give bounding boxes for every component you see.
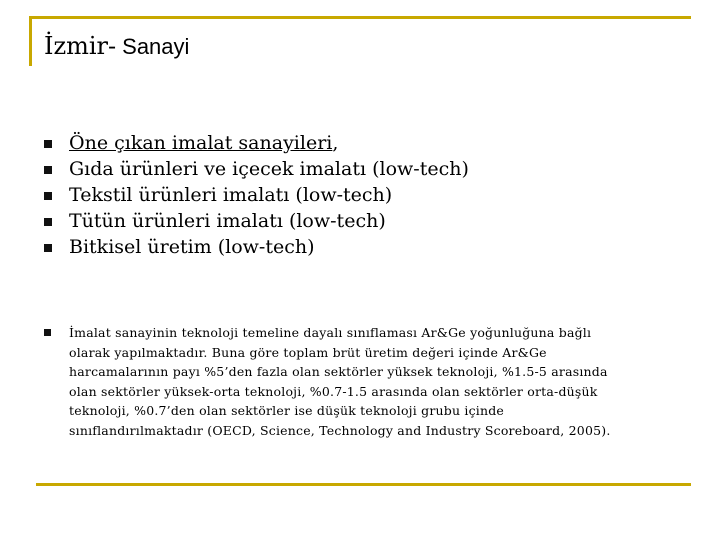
title-sub: Sanayi <box>122 34 190 59</box>
footnote-line: teknoloji, %0.7’den olan sektörler ise düşük teknoloji grubu içinde <box>69 403 505 418</box>
bullet-list <box>44 130 684 260</box>
bullet-text: Gıda ürünleri ve içecek imalatı (low-tech) <box>69 158 469 180</box>
square-bullet-icon <box>44 218 52 226</box>
square-bullet-icon <box>44 244 52 252</box>
bullet-text: Tekstil ürünleri imalatı (low-tech) <box>69 184 393 206</box>
slide-title <box>44 30 189 63</box>
bullet-text: Tütün ürünleri imalatı (low-tech) <box>69 210 386 232</box>
bullet-item <box>44 156 684 182</box>
bullet-text: Bitkisel üretim (low-tech) <box>69 236 315 258</box>
bullet-item <box>44 182 684 208</box>
square-bullet-icon <box>44 192 52 200</box>
footnote-line: olan sektörler yüksek-orta teknoloji, %0.7-1.5 arasında olan sektörler orta-düşük <box>69 383 598 399</box>
bottom-divider <box>36 483 691 486</box>
footnote-line: harcamalarının payı %5’den fazla olan sektörler yüksek teknoloji, %1.5-5 arasında <box>69 364 608 379</box>
bullet-item <box>44 208 684 234</box>
footnote-line: sınıflandırılmaktadır (OECD, Science, Technology and Industry Scoreboard, 2005). <box>69 422 611 438</box>
bullet-item <box>44 130 684 156</box>
footnote-paragraph <box>44 323 676 440</box>
title-main: İzmir- <box>44 32 117 60</box>
footnote-text <box>44 323 676 440</box>
bullet-text: Öne çıkan imalat sanayileri <box>69 132 333 154</box>
bullet-suffix: , <box>332 132 339 154</box>
bullet-item <box>44 234 684 260</box>
square-bullet-icon <box>44 140 52 148</box>
footnote-line: olarak yapılmaktadır. Buna göre toplam brüt üretim değeri içinde Ar&Ge <box>69 344 547 360</box>
square-bullet-icon <box>44 166 52 174</box>
footnote-line: İmalat sanayinin teknoloji temeline dayalı sınıflaması Ar&Ge yoğunluğuna bağlı <box>69 325 592 340</box>
square-bullet-icon <box>44 329 51 336</box>
